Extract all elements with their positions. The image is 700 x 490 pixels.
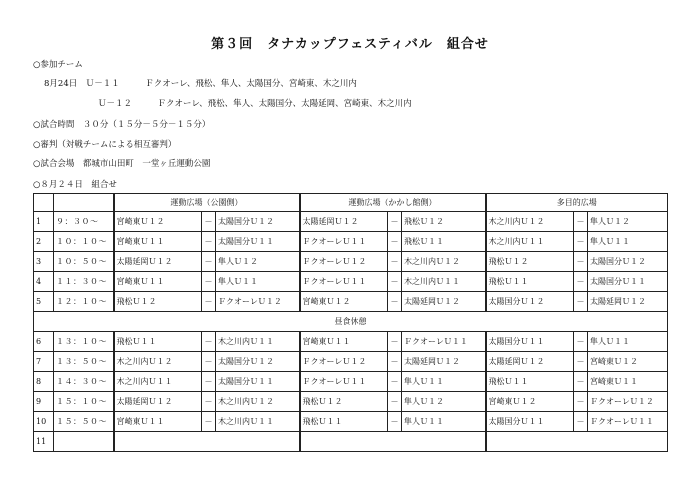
home-team: 木之川内Ｕ１１ xyxy=(114,372,202,392)
match-number: 9 xyxy=(34,392,54,412)
away-team: 太陽国分Ｕ１１ xyxy=(216,232,300,252)
versus-dash: － xyxy=(202,352,216,372)
home-team: 太陽延岡Ｕ１２ xyxy=(300,212,388,232)
away-team: 飛松Ｕ１２ xyxy=(402,212,486,232)
home-team: ＦクオーレＵ１１ xyxy=(300,372,388,392)
lunch-break-label: 昼食休憩 xyxy=(34,312,668,332)
match-time: ○試合時間 ３０分（１５分－５分－１５分） xyxy=(33,120,211,130)
header-blank-time xyxy=(54,194,114,212)
home-team: ＦクオーレＵ１１ xyxy=(300,232,388,252)
u12-teams: Ｆクオーレ、飛松、隼人、太陽国分、太陽延岡、宮崎東、木之川内 xyxy=(157,99,412,109)
versus-dash: － xyxy=(574,372,588,392)
schedule-body xyxy=(34,194,668,452)
empty-venue-cell xyxy=(114,432,300,452)
u11-category: Ｕ－１１ xyxy=(85,79,120,89)
away-team: 隼人Ｕ１１ xyxy=(588,232,668,252)
empty-venue-cell xyxy=(300,432,486,452)
away-team: ＦクオーレＵ１１ xyxy=(588,412,668,432)
venue-park-side: 運動広場（公園側） xyxy=(114,194,300,212)
versus-dash: － xyxy=(202,372,216,392)
venue-kakashi-side: 運動広場（かかし館側） xyxy=(300,194,486,212)
away-team: ＦクオーレＵ１１ xyxy=(402,332,486,352)
match-row xyxy=(34,332,668,352)
away-team: 太陽国分Ｕ１２ xyxy=(588,252,668,272)
home-team: 太陽国分Ｕ１１ xyxy=(486,412,574,432)
match-row xyxy=(34,212,668,232)
away-team: 隼人Ｕ１２ xyxy=(402,392,486,412)
match-number: 2 xyxy=(34,232,54,252)
home-team: 飛松Ｕ１２ xyxy=(114,292,202,312)
versus-dash: － xyxy=(388,392,402,412)
match-time: １５：１０～ xyxy=(54,392,114,412)
lunch-break-row xyxy=(34,312,668,332)
match-time: １１：３０～ xyxy=(54,272,114,292)
home-team: ＦクオーレＵ１１ xyxy=(300,272,388,292)
document-title: 第３回 タナカップフェスティバル 組合せ xyxy=(211,37,489,52)
match-number: 4 xyxy=(34,272,54,292)
away-team: 隼人Ｕ１１ xyxy=(588,332,668,352)
away-team: 宮崎東Ｕ１２ xyxy=(588,352,668,372)
match-time: ９：３０～ xyxy=(54,212,114,232)
match-row xyxy=(34,232,668,252)
versus-dash: － xyxy=(388,352,402,372)
versus-dash: － xyxy=(202,212,216,232)
versus-dash: － xyxy=(202,412,216,432)
versus-dash: － xyxy=(574,332,588,352)
home-team: 飛松Ｕ１１ xyxy=(486,272,574,292)
versus-dash: － xyxy=(202,232,216,252)
away-team: 太陽延岡Ｕ１２ xyxy=(402,292,486,312)
match-number: 7 xyxy=(34,352,54,372)
home-team: 宮崎東Ｕ１２ xyxy=(114,212,202,232)
home-team: 飛松Ｕ１２ xyxy=(300,392,388,412)
versus-dash: － xyxy=(388,212,402,232)
match-number: 6 xyxy=(34,332,54,352)
away-team: ＦクオーレＵ１２ xyxy=(216,292,300,312)
away-team: 太陽国分Ｕ１１ xyxy=(216,372,300,392)
participants-label: ○参加チーム xyxy=(33,60,83,70)
away-team: 太陽国分Ｕ１２ xyxy=(216,212,300,232)
away-team: 木之川内Ｕ１１ xyxy=(402,272,486,292)
home-team: ＦクオーレＵ１２ xyxy=(300,252,388,272)
home-team: 飛松Ｕ１１ xyxy=(114,332,202,352)
match-time: １３：５０～ xyxy=(54,352,114,372)
away-team: 木之川内Ｕ１２ xyxy=(402,252,486,272)
versus-dash: － xyxy=(388,292,402,312)
u11-date: 8月24日 xyxy=(44,79,78,89)
versus-dash: － xyxy=(574,272,588,292)
match-number: 8 xyxy=(34,372,54,392)
match-time: １５：５０～ xyxy=(54,412,114,432)
home-team: 宮崎東Ｕ１１ xyxy=(114,232,202,252)
versus-dash: － xyxy=(574,292,588,312)
match-time: １４：３０～ xyxy=(54,372,114,392)
versus-dash: － xyxy=(388,232,402,252)
venue-header-row xyxy=(34,194,668,212)
versus-dash: － xyxy=(574,252,588,272)
home-team: 飛松Ｕ１１ xyxy=(486,372,574,392)
versus-dash: － xyxy=(388,372,402,392)
versus-dash: － xyxy=(202,332,216,352)
match-time: １０：１０～ xyxy=(54,232,114,252)
versus-dash: － xyxy=(388,412,402,432)
match-row xyxy=(34,372,668,392)
home-team: 木之川内Ｕ１１ xyxy=(486,232,574,252)
versus-dash: － xyxy=(388,332,402,352)
u11-line xyxy=(44,79,357,90)
match-row xyxy=(34,392,668,412)
away-team: 宮崎東Ｕ１１ xyxy=(588,372,668,392)
match-number: 11 xyxy=(34,432,54,452)
empty-row-11 xyxy=(34,432,668,452)
away-team: 太陽国分Ｕ１１ xyxy=(588,272,668,292)
schedule-label: ○８月２４日 組合せ xyxy=(33,180,117,190)
empty-time xyxy=(54,432,114,452)
home-team: 飛松Ｕ１１ xyxy=(300,412,388,432)
u12-category: Ｕ－１２ xyxy=(98,99,133,109)
versus-dash: － xyxy=(202,272,216,292)
u11-teams: Ｆクオーレ、飛松、隼人、太陽国分、宮崎東、木之川内 xyxy=(145,79,357,89)
away-team: 隼人Ｕ１１ xyxy=(216,272,300,292)
versus-dash: － xyxy=(202,292,216,312)
versus-dash: － xyxy=(574,352,588,372)
empty-venue-cell xyxy=(486,432,668,452)
versus-dash: － xyxy=(202,252,216,272)
home-team: 太陽国分Ｕ１１ xyxy=(486,332,574,352)
away-team: 飛松Ｕ１１ xyxy=(402,232,486,252)
versus-dash: － xyxy=(574,412,588,432)
home-team: ＦクオーレＵ１２ xyxy=(300,352,388,372)
schedule-table xyxy=(33,193,668,452)
match-number: 1 xyxy=(34,212,54,232)
away-team: ＦクオーレＵ１２ xyxy=(588,392,668,412)
match-number: 3 xyxy=(34,252,54,272)
home-team: 宮崎東Ｕ１１ xyxy=(114,412,202,432)
match-number: 5 xyxy=(34,292,54,312)
home-team: 太陽延岡Ｕ１２ xyxy=(114,392,202,412)
header-blank-no xyxy=(34,194,54,212)
venue-note: ○試合会場 都城市山田町 一堂ヶ丘運動公園 xyxy=(33,159,211,169)
away-team: 隼人Ｕ１１ xyxy=(402,372,486,392)
home-team: 宮崎東Ｕ１１ xyxy=(300,332,388,352)
away-team: 太陽延岡Ｕ１２ xyxy=(402,352,486,372)
match-row xyxy=(34,292,668,312)
referee-note: ○審判（対戦チームによる相互審判） xyxy=(33,140,177,150)
home-team: 木之川内Ｕ１２ xyxy=(486,212,574,232)
away-team: 太陽延岡Ｕ１２ xyxy=(588,292,668,312)
match-row xyxy=(34,272,668,292)
home-team: 宮崎東Ｕ１２ xyxy=(300,292,388,312)
away-team: 隼人Ｕ１２ xyxy=(588,212,668,232)
versus-dash: － xyxy=(388,272,402,292)
venue-multipurpose: 多目的広場 xyxy=(486,194,668,212)
match-time: １０：５０～ xyxy=(54,252,114,272)
versus-dash: － xyxy=(574,212,588,232)
match-number: 10 xyxy=(34,412,54,432)
match-time: １３：１０～ xyxy=(54,332,114,352)
match-row xyxy=(34,352,668,372)
versus-dash: － xyxy=(388,252,402,272)
away-team: 木之川内Ｕ１２ xyxy=(216,392,300,412)
home-team: 飛松Ｕ１２ xyxy=(486,252,574,272)
versus-dash: － xyxy=(202,392,216,412)
home-team: 木之川内Ｕ１２ xyxy=(114,352,202,372)
match-row xyxy=(34,252,668,272)
away-team: 太陽国分Ｕ１２ xyxy=(216,352,300,372)
away-team: 木之川内Ｕ１１ xyxy=(216,332,300,352)
versus-dash: － xyxy=(574,392,588,412)
home-team: 太陽延岡Ｕ１２ xyxy=(486,352,574,372)
match-time: １２：１０～ xyxy=(54,292,114,312)
away-team: 隼人Ｕ１２ xyxy=(216,252,300,272)
home-team: 宮崎東Ｕ１２ xyxy=(486,392,574,412)
home-team: 太陽国分Ｕ１２ xyxy=(486,292,574,312)
versus-dash: － xyxy=(574,232,588,252)
away-team: 木之川内Ｕ１１ xyxy=(216,412,300,432)
away-team: 隼人Ｕ１１ xyxy=(402,412,486,432)
home-team: 宮崎東Ｕ１１ xyxy=(114,272,202,292)
home-team: 太陽延岡Ｕ１２ xyxy=(114,252,202,272)
u12-line xyxy=(98,99,412,110)
match-row xyxy=(34,412,668,432)
